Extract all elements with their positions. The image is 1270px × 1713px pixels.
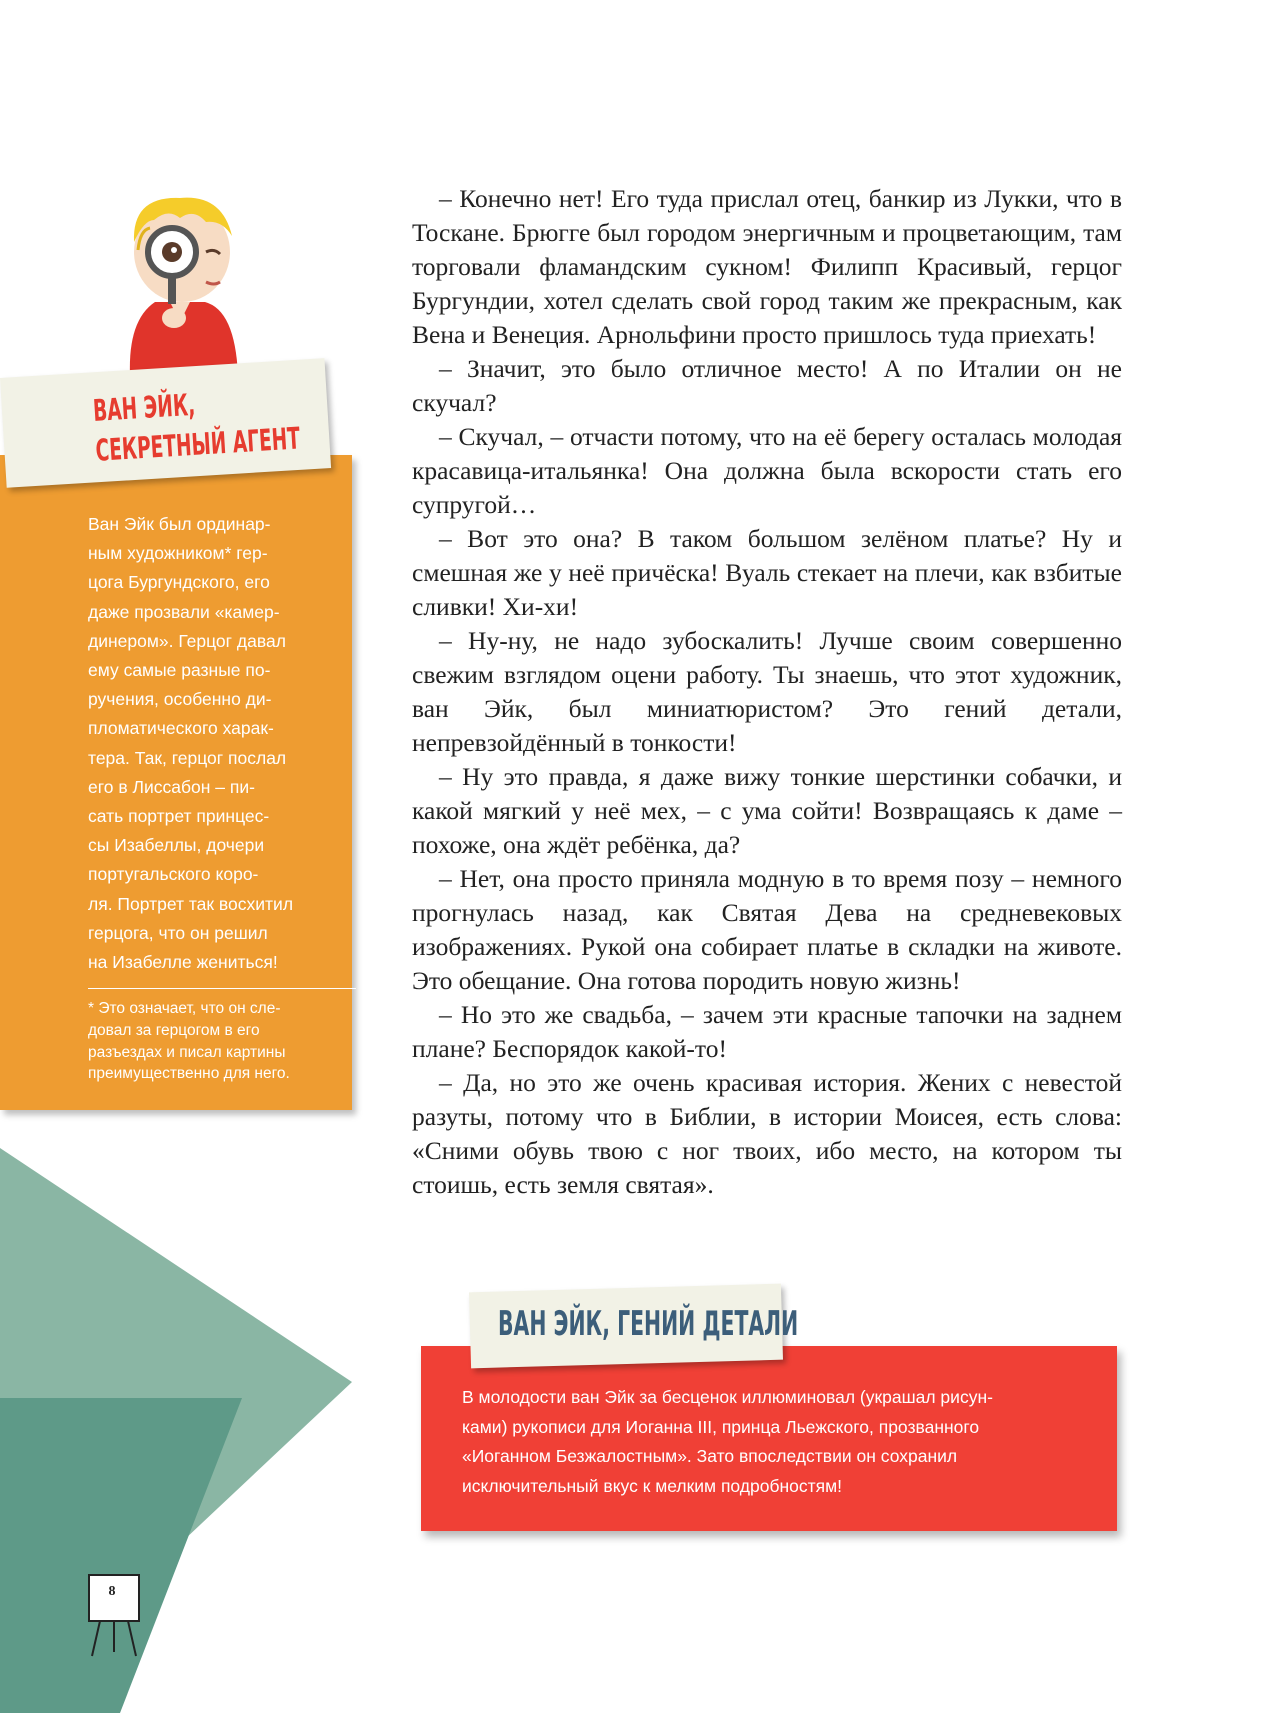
paragraph: – Ну это правда, я даже вижу тонкие шерстинки собачки, и какой мягкий у неё мех, – с ума сойти! Возвращаясь к даме – похоже, она ждёт ребёнка, да? [412, 762, 1122, 859]
sidebar-line: сать портрет принцес- [88, 806, 270, 827]
sidebar-text [88, 510, 320, 977]
sidebar-line: сы Изабеллы, дочери [88, 835, 265, 856]
sidebar-line: динером». Герцог давал [88, 630, 286, 651]
paragraph: – Да, но это же очень красивая история. Жених с невестой разуты, потому что в Библии, в истории Моисея, есть слова: «Сними обувь твою с ног твоих, ибо место, на котором ты стоишь, есть земля святая». [412, 1068, 1122, 1199]
sidebar-line: тера. Так, герцог послал [88, 747, 287, 768]
sidebar-title [92, 383, 301, 472]
detail-text [462, 1383, 1102, 1501]
sidebar-line: даже прозвали «камер- [88, 601, 280, 622]
sidebar-line: ему самые разные по- [88, 660, 271, 681]
footnote-line: преимущественно для него. [88, 1065, 290, 1083]
sidebar-line: на Изабелле жениться! [88, 952, 278, 973]
page-number: 8 [108, 1584, 116, 1599]
detail-title: ВАН ЭЙК, ГЕНИЙ ДЕТАЛИ [498, 1304, 799, 1344]
sidebar-line: Ван Эйк был ординар- [88, 514, 271, 534]
sidebar-line: ручения, особенно ди- [88, 689, 272, 710]
paragraph: – Нет, она просто приняла модную в то время позу – немного прогнулась назад, как Святая Дева на средневековых изображениях. Рукой она собирает платье в складки на животе. Это обещание. Она готова породить новую жизнь! [412, 864, 1122, 995]
detail-line: «Иоганном Безжалостным». Зато впоследствии он сохранил [462, 1446, 958, 1467]
sidebar-line: герцога, что он решил [88, 922, 268, 943]
sidebar-line: цога Бургундского, его [88, 572, 270, 593]
footnote-line: разъездах и писал картины [88, 1043, 286, 1061]
sidebar-title-line: ВАН ЭЙК, [92, 387, 197, 429]
boy-with-magnifier-illustration [110, 190, 250, 375]
footnote-line: * Это означает, что он сле- [88, 1000, 281, 1017]
detail-line: исключительный вкус к мелким подробностям! [462, 1475, 843, 1496]
sidebar-divider [88, 988, 356, 989]
sidebar-line: ным художником* гер- [88, 543, 268, 564]
footnote-line: довал за герцогом в его [88, 1021, 260, 1039]
dark-triangle [0, 1398, 242, 1713]
sidebar-line: его в Лиссабон – пи- [88, 776, 255, 797]
paragraph: – Но это же свадьба, – зачем эти красные тапочки на заднем плане? Беспорядок какой-то! [412, 1000, 1122, 1063]
paragraph: – Скучал, – отчасти потому, что на её берегу осталась молодая красавица-итальянка! Она должна была вскорости стать его супругой… [412, 422, 1122, 519]
paragraph: – Ну-ну, не надо зубоскалить! Лучше своим совершенно свежим взглядом оцени работу. Ты знаешь, что этот художник, ван Эйк, был миниатюристом? Это гений детали, непревзойдённый в тонкости! [412, 626, 1122, 757]
paragraph: – Вот это она? В таком большом зелёном платье? Ну и смешная же у неё причёска! Вуаль стекает на плечи, как взбитые сливки! Хи-хи! [412, 524, 1122, 621]
sidebar-line: пломатического харак- [88, 718, 274, 739]
sidebar-line: португальского коро- [88, 864, 259, 885]
sidebar-title-line: СЕКРЕТНЫЙ АГЕНТ [94, 421, 301, 469]
paragraph: – Конечно нет! Его туда прислал отец, банкир из Лукки, что в Тоскане. Брюгге был городом энергичным и процветающим, там торговали фламандским сукном! Филипп Красивый, герцог Бургундии, хотел сделать свой город таким же прекрасным, как Вена и Венеция. Арнольфини просто пришлось туда приехать! [412, 184, 1122, 349]
main-text [412, 182, 1122, 1202]
sidebar-line: ля. Портрет так восхитил [88, 893, 294, 914]
sidebar-footnote [88, 998, 348, 1085]
detail-line: В молодости ван Эйк за бесценок иллюминовал (украшал рисун- [462, 1387, 993, 1407]
detail-line: ками) рукописи для Иоганна III, принца Льежского, прозванного [462, 1416, 980, 1437]
paragraph: – Значит, это было отличное место! А по Италии он не скучал? [412, 354, 1122, 417]
